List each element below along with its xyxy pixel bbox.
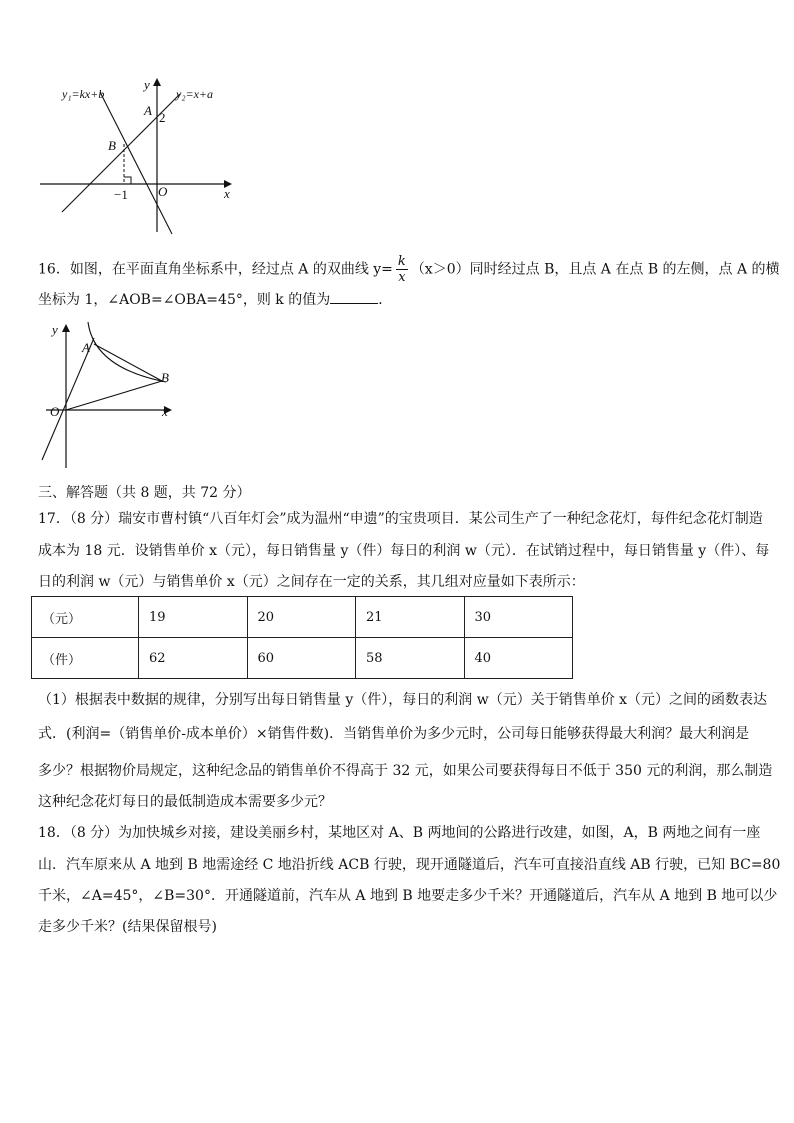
- segment-ab: [94, 344, 162, 381]
- q16-line2-end: ．: [378, 292, 393, 308]
- origin-label: O: [158, 184, 168, 199]
- hyperbola-curve: [88, 322, 166, 382]
- linear-functions-figure: [40, 72, 240, 242]
- q16-text-post: （x＞0）同时经过点 B，且点 A 在点 B 的左侧，点 A 的横: [410, 261, 780, 278]
- q16-text-pre: 16．如图，在平面直角坐标系中，经过点 A 的双曲线 y=: [38, 261, 393, 278]
- right-angle-mark: [124, 177, 131, 184]
- y2-label: y₂=x+a: [176, 87, 214, 101]
- table-cell: 60: [247, 638, 356, 679]
- q16-line2-text: 坐标为 1，∠AOB=∠OBA=45°，则 k 的值为: [38, 292, 331, 308]
- linear-functions-svg: [40, 72, 240, 242]
- point-b-label: B: [108, 138, 116, 153]
- hyperbola-figure: [38, 320, 178, 470]
- table-cell: 58: [356, 638, 465, 679]
- table-row: [32, 597, 573, 638]
- x-axis-label: x: [162, 404, 168, 419]
- point-b-label: B: [161, 370, 169, 385]
- q17-para-line-1: （1）根据表中数据的规律，分别写出每日销售量 y（件），每日的利润 w（元）关于销售单价 x（元）之间的函数表达: [38, 692, 768, 708]
- price-quantity-table: [31, 596, 573, 679]
- q18-line-3: 千米，∠A=45°，∠B=30°．开通隧道前，汽车从 A 地到 B 地要走多少千米？开通隧道后，汽车从 A 地到 B 地可以少: [38, 888, 778, 904]
- q18-line-1: 18．（8 分）为加快城乡对接，建设美丽乡村，某地区对 A、B 两地间的公路进行改建，如图，A，B 两地之间有一座: [38, 825, 761, 841]
- fraction-numerator: k: [397, 254, 406, 269]
- table-cell: 20: [247, 597, 356, 638]
- tick-neg1-label: −1: [114, 187, 128, 202]
- y1-label: y₁=kx+b: [62, 87, 105, 101]
- fraction-denominator: x: [398, 270, 406, 285]
- tick-2-label: 2: [159, 110, 166, 125]
- point-a-label: A: [82, 340, 90, 355]
- table-cell: （件）: [32, 638, 139, 679]
- y-axis-arrow: [153, 78, 161, 86]
- section-3-title: 三、解答题（共 8 题，共 72 分）: [38, 485, 251, 501]
- k-over-x-fraction: [396, 254, 408, 285]
- line-oa: [42, 338, 94, 460]
- point-a-label: A: [144, 103, 152, 118]
- q17-para-line-3: 多少？根据物价局规定，这种纪念品的销售单价不得高于 32 元，如果公司要获得每日不低于 350 元的利润，那么制造: [38, 763, 773, 779]
- origin-label: O: [50, 404, 60, 419]
- y-axis-label: y: [52, 322, 58, 337]
- q18-line-2: 山．汽车原来从 A 地到 B 地需途经 C 地沿折线 ACB 行驶，现开通隧道后，汽车可直接沿直线 AB 行驶，已知 BC=80: [38, 857, 781, 873]
- table-cell: （元）: [32, 597, 139, 638]
- q18-line-4: 走多少千米？(结果保留根号): [38, 919, 217, 935]
- q17-line-1: 17．（8 分）瑞安市曹村镇“八百年灯会”成为温州“申遗”的宝贵项目．某公司生产了一种纪念花灯，每件纪念花灯制造: [38, 511, 763, 527]
- q17-para-line-2: 式．(利润=（销售单价-成本单价）×销售件数)．当销售单价为多少元时，公司每日能够获得最大利润？最大利润是: [38, 726, 750, 742]
- hyperbola-svg: [38, 320, 178, 470]
- q16-line-1: [38, 254, 780, 285]
- table-row: [32, 638, 573, 679]
- y-axis-label: y: [144, 77, 150, 92]
- table-cell: 40: [464, 638, 573, 679]
- y-axis-arrow: [62, 324, 70, 332]
- q16-line-2: [38, 289, 758, 310]
- table-cell: 62: [139, 638, 248, 679]
- x-axis-label: x: [224, 186, 230, 201]
- segment-ob: [66, 381, 162, 410]
- table-cell: 19: [139, 597, 248, 638]
- table-cell: 30: [464, 597, 573, 638]
- q17-para-line-4: 这种纪念花灯每日的最低制造成本需要多少元？: [38, 794, 332, 810]
- table-cell: 21: [356, 597, 465, 638]
- q17-line-3: 日的利润 w（元）与销售单价 x（元）之间存在一定的关系，其几组对应量如下表所示：: [38, 574, 585, 590]
- answer-blank: [330, 289, 378, 304]
- q17-line-2: 成本为 18 元．设销售单价 x（元），每日销售量 y（件）每日的利润 w（元）．在试销过程中，每日销售量 y（件）、每: [38, 543, 770, 559]
